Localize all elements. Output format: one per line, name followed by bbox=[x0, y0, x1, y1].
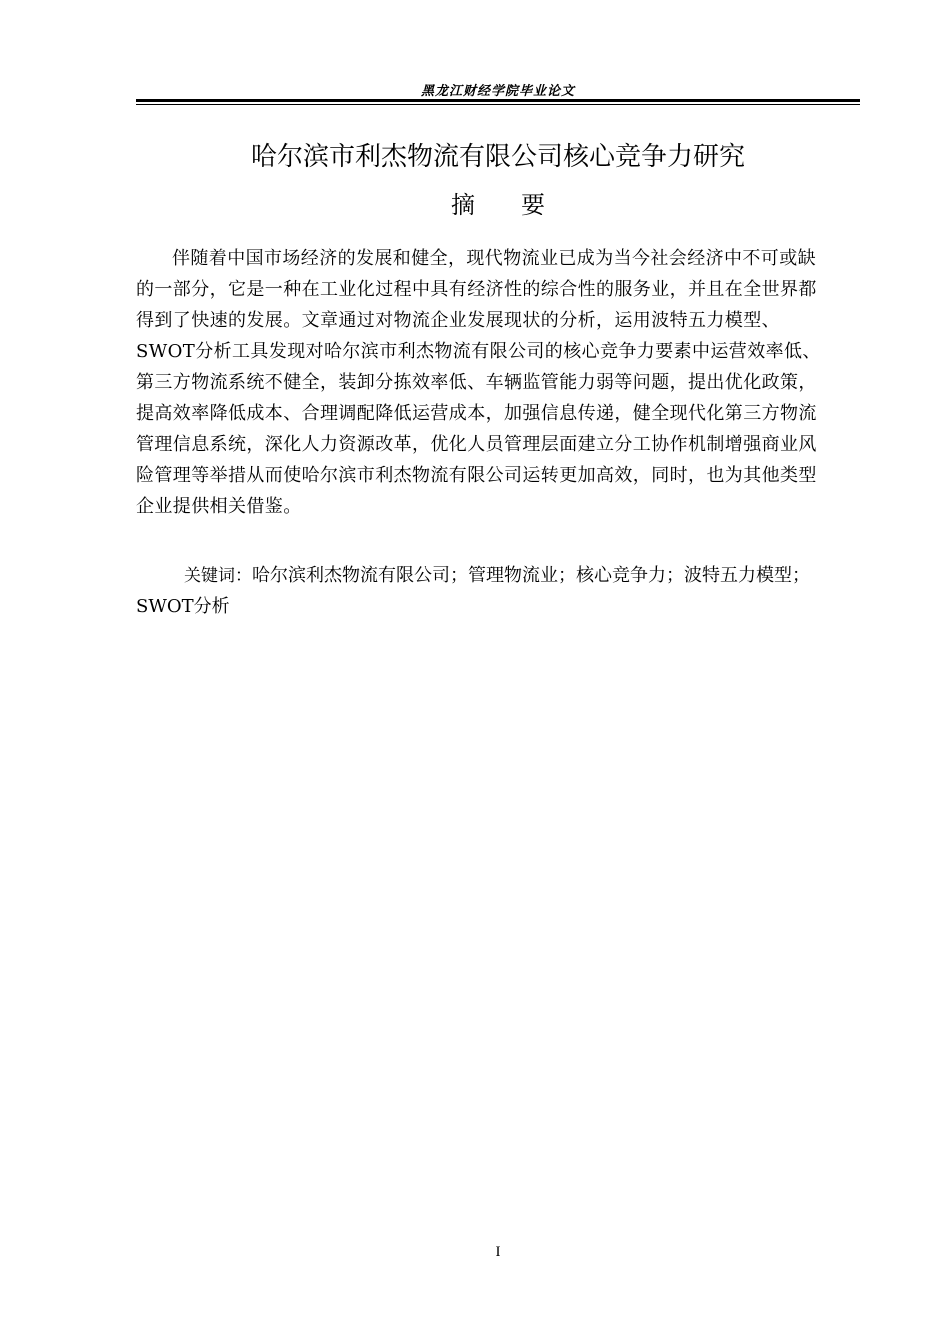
keywords-line-1 bbox=[136, 560, 848, 591]
keywords-text: 哈尔滨利杰物流有限公司；管理物流业；核心竞争力；波特五力模型； bbox=[252, 565, 810, 586]
abstract-line: 险管理等举措从而使哈尔滨市利杰物流有限公司运转更加高效，同时，也为其他类型 bbox=[136, 465, 817, 486]
keywords-line-2: SWOT分析 bbox=[136, 596, 230, 617]
abstract-line: 管理信息系统，深化人力资源改革，优化人员管理层面建立分工协作机制增强商业风 bbox=[136, 434, 817, 455]
header-rule-thin bbox=[136, 104, 860, 105]
abstract-line: 第三方物流系统不健全，装卸分拣效率低、车辆监管能力弱等问题，提出优化政策， bbox=[136, 372, 817, 393]
abstract-line: 得到了快速的发展。文章通过对物流企业发展现状的分析，运用波特五力模型、 bbox=[136, 310, 780, 331]
abstract-heading: 摘要 bbox=[451, 191, 591, 219]
abstract-line: 伴随着中国市场经济的发展和健全，现代物流业已成为当今社会经济中不可或缺 bbox=[172, 248, 816, 269]
abstract-line: 提高效率降低成本、合理调配降低运营成本，加强信息传递，健全现代化第三方物流 bbox=[136, 403, 817, 424]
document-title: 哈尔滨市利杰物流有限公司核心竞争力研究 bbox=[250, 142, 745, 172]
keywords-label: 关键词： bbox=[184, 566, 252, 586]
header-rule-thick bbox=[136, 99, 860, 102]
abstract-line: 的一部分，它是一种在工业化过程中具有经济性的综合性的服务业，并且在全世界都 bbox=[136, 279, 817, 300]
keywords-section bbox=[136, 560, 848, 622]
abstract-line: 企业提供相关借鉴。 bbox=[136, 496, 302, 517]
running-header-title: 黑龙江财经学院毕业论文 bbox=[420, 84, 575, 99]
abstract-line: SWOT分析工具发现对哈尔滨市利杰物流有限公司的核心竞争力要素中运营效率低、 bbox=[136, 341, 821, 362]
page-number: I bbox=[495, 1244, 501, 1260]
abstract-body bbox=[136, 243, 848, 522]
